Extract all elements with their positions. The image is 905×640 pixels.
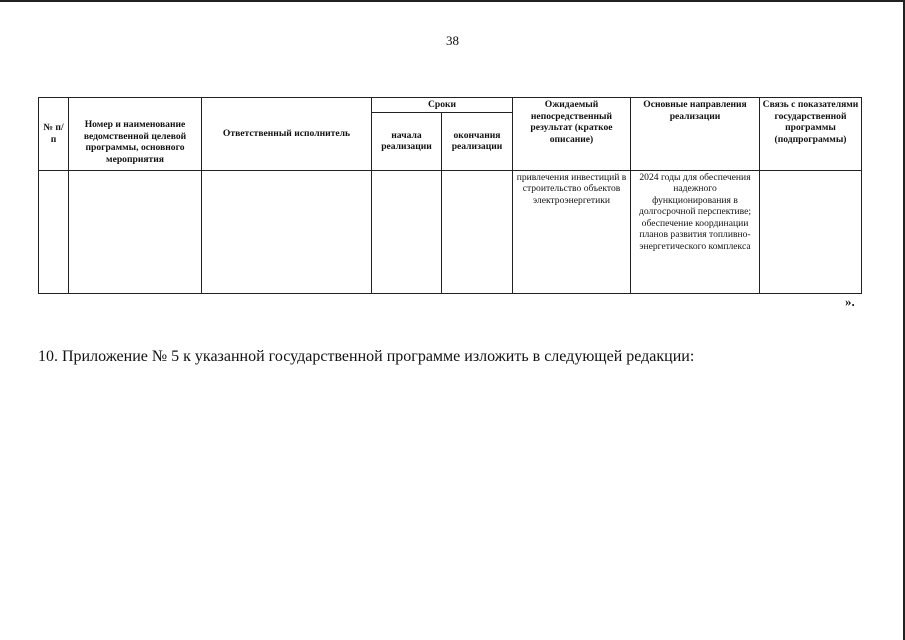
header-link: Связь с показателями государственной программы (подпрограммы) [760,98,862,171]
cell-link [760,170,862,293]
cell-directions: 2024 годы для обеспечения надежного функционирования в долгосрочной перспективе; обеспечение координации планов развития топливно-энергетического комплекса [631,170,760,293]
header-num: № п/п [39,98,69,171]
header-start: начала реализации [372,112,442,170]
header-end: окончания реализации [442,112,513,170]
header-terms: Сроки [372,98,513,113]
cell-result: привлечения инвестиций в строительство объектов электроэнергетики [513,170,631,293]
header-executor: Ответственный исполнитель [202,98,372,171]
paragraph-item-10: 10. Приложение № 5 к указанной государственной программе изложить в следующей редакции: [38,348,695,365]
header-result: Ожидаемый непосредственный результат (краткое описание) [513,98,631,171]
closing-quote: ». [845,294,855,309]
cell-executor [202,170,372,293]
cell-program [69,170,202,293]
table-row [39,170,862,293]
cell-end [442,170,513,293]
cell-num [39,170,69,293]
header-program: Номер и наименование ведомственной целевой программы, основного мероприятия [69,98,202,171]
program-table [38,97,862,294]
header-directions: Основные направления реализации [631,98,760,171]
page-number: 38 [446,33,459,48]
cell-start [372,170,442,293]
page-border-top [0,0,905,2]
